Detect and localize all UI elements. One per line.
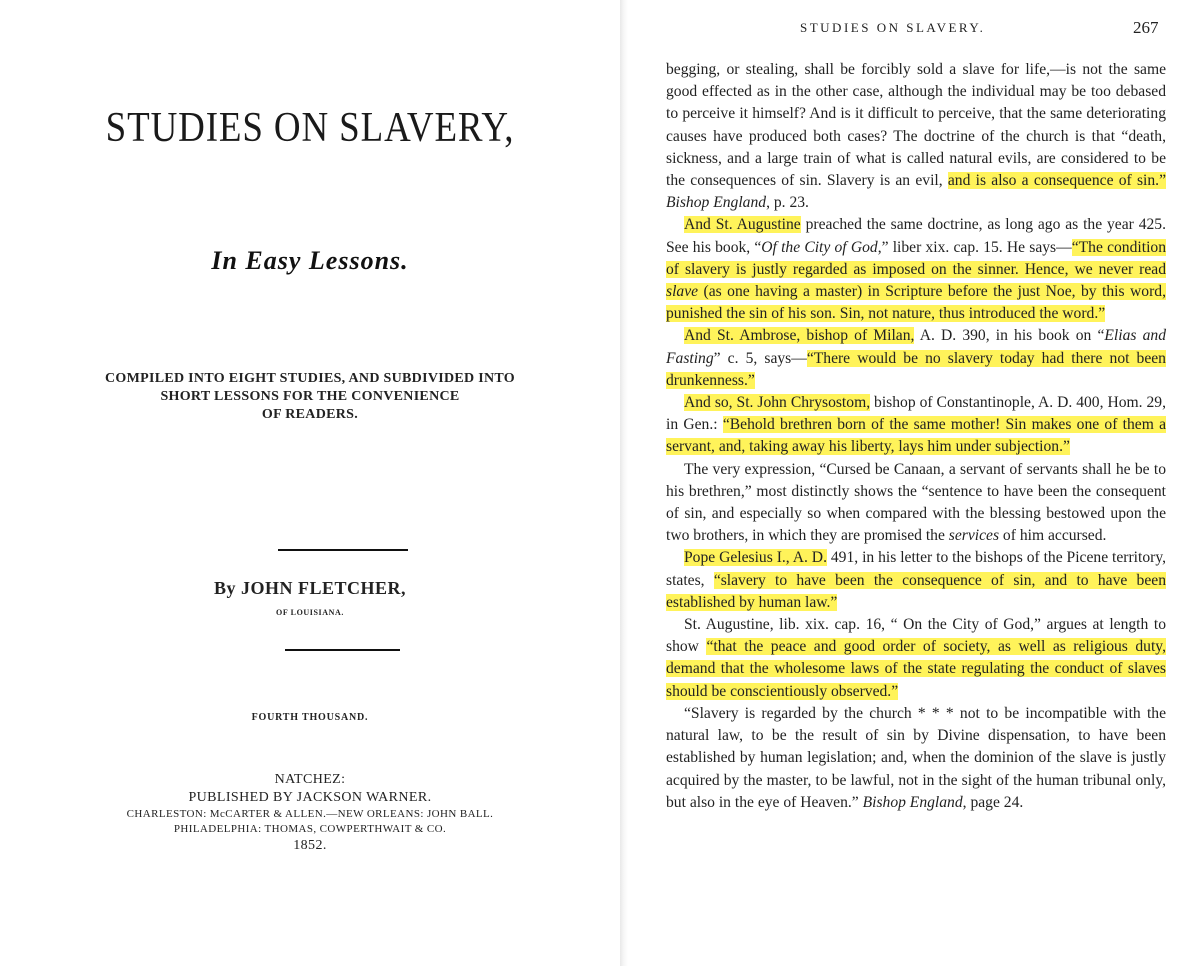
compiled-line: OF READERS. bbox=[261, 407, 359, 422]
imprint-distributors: PHILADELPHIA: THOMAS, COWPERTHWAIT & CO. bbox=[173, 823, 447, 835]
imprint-city: NATCHEZ: bbox=[274, 772, 346, 787]
text-run: St. Augustine, lib. xix. cap. 16, “ On the City of God,” argues at length to show bbox=[666, 616, 1166, 656]
emphasis: slave bbox=[666, 283, 699, 301]
text-run: begging, or stealing, shall be forcibly sold a slave for life,—is not the same good effected as in the other case, although the individual may be too debased to perceive it himself? And is it difficult to perceive, that the same deteriorating causes have produced both cases? The doctrine of the church is that “death, sickness, and a large train of what is called natural evils, are considered to be the consequences of sin. Slavery is an evil, bbox=[666, 61, 1166, 190]
book-title: STUDIES ON SLAVERY, bbox=[105, 105, 515, 151]
paragraph bbox=[666, 325, 1166, 392]
compiled-line: SHORT LESSONS FOR THE CONVENIENCE bbox=[160, 389, 460, 404]
text-run: , page 24. bbox=[962, 793, 1024, 811]
text-run: , p. 23. bbox=[766, 194, 809, 212]
text-run: preached the same doctrine, as long ago as the year 425. See his book, “ bbox=[666, 216, 1166, 256]
text-run: “The condition of slavery is justly regarded as imposed on the sinner. Hence, we never read bbox=[666, 238, 1166, 278]
text-run: The very expression, “Cursed be Canaan, a servant of servants shall he be to his brethren,” most distinctly shows the “sentence to have been the consequent of sin, and especially so when compared with the blessing bestowed upon the two brothers, in which they are promised the bbox=[666, 460, 1166, 545]
imprint-year: 1852. bbox=[293, 838, 327, 853]
text-run: “Slavery is regarded by the church * * * not to be incompatible with the natural law, to be the result of sin by Divine dispensation, to have been established by human legislation; and, when the dominion of the slave is justly acquired by the master, to be lawful, not in the sight of the human tribunal only, but also in the eye of Heaven.” bbox=[666, 704, 1166, 811]
compiled-note bbox=[0, 370, 620, 424]
paragraph bbox=[666, 459, 1166, 548]
highlighted-text: Pope Gelesius I., A. D. bbox=[684, 549, 827, 567]
paragraph bbox=[666, 214, 1166, 325]
paragraph bbox=[666, 547, 1166, 614]
edition-note: FOURTH THOUSAND. bbox=[251, 712, 369, 723]
divider-rule bbox=[285, 649, 400, 651]
text-run: bishop of Constantinople, A. D. 400, Hom. 29, in Gen.: bbox=[666, 394, 1166, 434]
highlighted-text: “There would be no slavery today had there not been drunkenness.” bbox=[666, 349, 1166, 389]
running-head: STUDIES ON SLAVERY. bbox=[800, 20, 986, 35]
page-body bbox=[666, 59, 1166, 814]
text-run: ” c. 5, says— bbox=[713, 349, 807, 367]
highlighted-text: And St. Ambrose, bishop of Milan, bbox=[684, 327, 915, 345]
imprint-distributors: CHARLESTON: McCARTER & ALLEN.—NEW ORLEANS: JOHN BALL. bbox=[126, 808, 494, 820]
text-run: (as one having a master) in Scripture before the just Noe, by this word, punished the sin of his son. Sin, not nature, thus introduced the word.” bbox=[666, 283, 1166, 323]
citation: Bishop England bbox=[862, 793, 963, 811]
emphasis: services bbox=[948, 527, 1000, 545]
paragraph bbox=[666, 59, 1166, 214]
highlighted-text: “Behold brethren born of the same mother! Sin makes one of them a servant, and, taking away his liberty, lays him under subjection.” bbox=[666, 416, 1166, 456]
divider-rule bbox=[278, 549, 408, 551]
compiled-line: COMPILED INTO EIGHT STUDIES, AND SUBDIVIDED INTO bbox=[104, 371, 515, 386]
book-subtitle: In Easy Lessons. bbox=[211, 246, 409, 275]
book-reference: Elias and Fasting bbox=[666, 327, 1166, 367]
imprint bbox=[0, 771, 620, 855]
book-gutter bbox=[620, 0, 628, 966]
text-run: 491, in his letter to the bishops of the Picene territory, states, bbox=[666, 549, 1166, 589]
highlighted-text: And St. Augustine bbox=[684, 216, 801, 234]
highlighted-text: “that the peace and good order of society, as well as religious duty, demand that the wholesome laws of the state regulating the conduct of slaves should be conscientiously observed.” bbox=[666, 638, 1166, 700]
text-run: of him accursed. bbox=[999, 527, 1107, 545]
highlighted-text: And so, St. John Chrysostom, bbox=[684, 394, 871, 412]
paragraph bbox=[666, 392, 1166, 459]
highlighted-text: “slavery to have been the consequence of sin, and to have been established by human law.” bbox=[666, 571, 1166, 611]
citation: Bishop England bbox=[666, 194, 767, 212]
highlighted-text: and is also a consequence of sin.” bbox=[947, 172, 1166, 190]
page-number: 267 bbox=[1133, 18, 1159, 37]
imprint-publisher: PUBLISHED BY JACKSON WARNER. bbox=[188, 790, 432, 805]
book-reference: Of the City of God bbox=[761, 238, 878, 256]
paragraph bbox=[666, 614, 1166, 703]
text-run: A. D. 390, in his book on “ bbox=[914, 327, 1105, 345]
author-name: By JOHN FLETCHER, bbox=[213, 578, 407, 598]
paragraph bbox=[666, 703, 1166, 814]
author-location: OF LOUISIANA. bbox=[276, 608, 344, 617]
text-run: ,” liber xix. cap. 15. He says— bbox=[877, 238, 1072, 256]
